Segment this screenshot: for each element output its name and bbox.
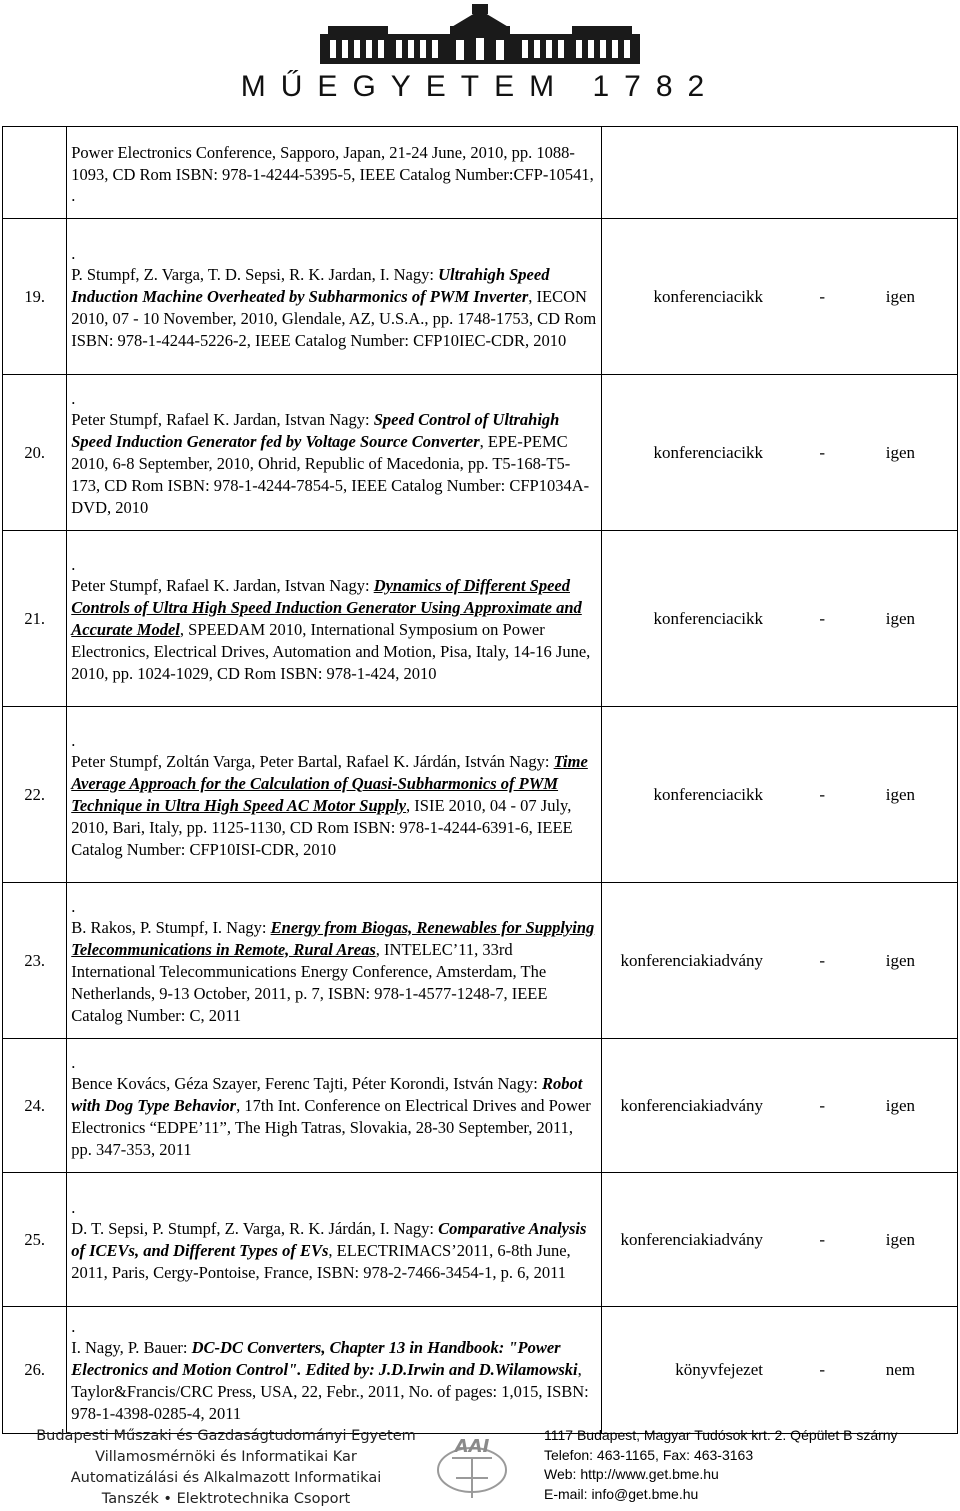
entry-type-cell — [602, 883, 958, 1039]
footer-institution — [26, 1426, 426, 1510]
citation-part: Peter Stumpf, Rafael K. Jardan, Istvan Nagy: — [71, 409, 374, 429]
separator-dot: . — [71, 1317, 76, 1336]
entry-dash: - — [819, 286, 825, 306]
separator-dot: . — [71, 185, 76, 205]
citation-text — [71, 917, 597, 1027]
publication-title: Speed Control of Ultrahigh Speed Induction Generator fed by Voltage Source Converter — [71, 409, 560, 451]
entry-flag: nem — [885, 1360, 915, 1379]
entry-number — [3, 127, 67, 219]
entry-type: konferenciacikk — [653, 442, 763, 462]
entry-dash: - — [819, 442, 825, 462]
building-logo-icon — [300, 4, 660, 68]
citation-text — [71, 1337, 597, 1425]
separator-dot: . — [71, 554, 76, 574]
citation-part: , SPEEDAM 2010, International Symposium on Power Electronics, Electrical Drives, Automation and Motion, Pisa, Italy, 14-16 June, 2010, pp. 1024-1029, CD Rom ISBN: 978-1-424, 2010 — [71, 619, 591, 683]
citation-part: , Taylor&Francis/CRC Press, USA, 22, Febr., 2011, No. of pages: 1,015, ISBN: 978-1-4398-0285-4, 2011 — [71, 1360, 589, 1423]
citation-part: Peter Stumpf, Zoltán Varga, Peter Bartal, Rafael K. Járdán, István Nagy: — [71, 751, 554, 771]
logo-wordmark: MŰEGYETEM 1782 — [240, 70, 720, 103]
citation-part: B. Rakos, P. Stumpf, I. Nagy: — [71, 917, 271, 937]
publications-table — [2, 126, 958, 1434]
entry-number: 21. — [3, 531, 67, 707]
entry-type: konferenciakiadvány — [620, 1095, 763, 1115]
footer-group: Tanszék • Elektrotechnika Csoport — [101, 1491, 351, 1507]
publication-title: DC-DC Converters, Chapter 13 in Handbook: "Power Electronics and Motion Control". Edited by: J.D.Irwin and D.Wilamowski — [71, 1338, 578, 1379]
entry-flag: igen — [885, 784, 915, 804]
entry-flag: igen — [885, 950, 915, 970]
entry-citation — [67, 127, 602, 219]
entry-citation — [67, 531, 602, 707]
separator-dot: . — [71, 730, 76, 750]
footer-address: 1117 Budapest, Magyar Tudósok krt. 2. Qépület B szárny — [544, 1427, 898, 1443]
entry-type-cell — [602, 375, 958, 531]
entry-type-cell — [602, 127, 958, 219]
entry-number: 20. — [3, 375, 67, 531]
separator-dot: . — [71, 1052, 76, 1072]
entry-flag: igen — [885, 286, 915, 306]
entry-dash: - — [819, 1095, 825, 1115]
entry-dash: - — [819, 784, 825, 804]
separator-dot: . — [71, 243, 76, 263]
publication-title: Time Average Approach for the Calculation of Quasi-Subharmonics of PWM Technique in Ultra High Speed AC Motor Supply — [71, 751, 588, 815]
table-row — [3, 1173, 958, 1307]
entry-type: konferenciakiadvány — [620, 1229, 763, 1249]
entry-dash: - — [819, 608, 825, 628]
entry-citation — [67, 707, 602, 883]
footer-phone: Telefon: 463-1165, Fax: 463-3163 — [544, 1446, 754, 1463]
citation-part: Power Electronics Conference, Sapporo, Japan, 21-24 June, 2010, pp. 1088-1093, CD Rom ISBN: 978-1-4244-5395-5, IEEE Catalog Number:CFP-10541, — [71, 142, 594, 184]
citation-part: , ELECTRIMACS’2011, 6-8th June, 2011, Paris, Cergy-Pontoise, France, ISBN: 978-2-7466-3454-1, p. 6, 2011 — [71, 1240, 571, 1282]
entry-flag: igen — [885, 442, 915, 462]
citation-text — [71, 409, 597, 519]
entry-type-cell — [602, 1173, 958, 1307]
entry-type-cell — [602, 219, 958, 375]
footer-contact — [544, 1426, 954, 1504]
citation-part: P. Stumpf, Z. Varga, T. D. Sepsi, R. K. Jardan, I. Nagy: — [71, 264, 439, 284]
table-row — [3, 883, 958, 1039]
footer-web[interactable]: Web: http://www.get.bme.hu — [544, 1466, 719, 1482]
citation-text — [71, 1073, 597, 1161]
table-row — [3, 1039, 958, 1173]
citation-part: , EPE-PEMC 2010, 6-8 September, 2010, Ohrid, Republic of Macedonia, pp. T5-168-T5-173, CD Rom ISBN: 978-1-4244-7854-5, IEEE Catalog Number: CFP1034A-DVD, 2010 — [71, 431, 590, 517]
entry-flag: igen — [885, 1229, 915, 1249]
entry-number: 25. — [3, 1173, 67, 1307]
entry-type: konferenciakiadvány — [620, 950, 763, 970]
entry-number: 23. — [3, 883, 67, 1039]
entry-type-cell — [602, 707, 958, 883]
footer-email[interactable]: E-mail: info@get.bme.hu — [544, 1485, 699, 1502]
citation-text — [71, 751, 597, 861]
table-row — [3, 127, 958, 219]
entry-flag: igen — [885, 1095, 915, 1115]
table-row — [3, 707, 958, 883]
separator-dot: . — [71, 896, 76, 916]
citation-part: I. Nagy, P. Bauer: — [71, 1338, 192, 1357]
citation-part: Bence Kovács, Géza Szayer, Ferenc Tajti, Péter Korondi, István Nagy: — [71, 1073, 542, 1093]
entry-type: konferenciacikk — [653, 608, 763, 628]
citation-part: , 17th Int. Conference on Electrical Drives and Power Electronics “EDPE’11”, The High Tatras, Slovakia, 28-30 September, 2011, pp. 347-353, 2011 — [71, 1095, 591, 1159]
citation-part: , IECON 2010, 07 - 10 November, 2010, Glendale, AZ, U.S.A., pp. 1748-1753, CD Rom ISBN: 978-1-4244-5226-2, IEEE Catalog Number: CFP10IEC-CDR, 2010 — [71, 286, 597, 350]
citation-text — [71, 264, 597, 352]
entry-type-cell — [602, 1307, 958, 1434]
table-row — [3, 375, 958, 531]
entry-dash: - — [819, 1360, 825, 1379]
publication-title: Energy from Biogas, Renewables for Supplying Telecommunications in Remote, Rural Areas — [71, 917, 595, 959]
entry-type: konferenciacikk — [653, 286, 763, 306]
publication-title: Dynamics of Different Speed Controls of Ultra High Speed Induction Generator Using Approximate and Accurate Model — [71, 575, 582, 639]
entry-number: 24. — [3, 1039, 67, 1173]
citation-text — [71, 1218, 597, 1284]
entry-dash: - — [819, 1229, 825, 1249]
entry-citation — [67, 1307, 602, 1434]
citation-part: Peter Stumpf, Rafael K. Jardan, Istvan Nagy: — [71, 575, 374, 595]
publication-title: Ultrahigh Speed Induction Machine Overheated by Subharmonics of PWM Inverter — [71, 264, 550, 306]
publication-title: Comparative Analysis of ICEVs, and Different Types of EVs — [71, 1218, 587, 1260]
citation-text — [71, 575, 597, 685]
entry-type-cell — [602, 1039, 958, 1173]
entry-number: 26. — [3, 1307, 67, 1434]
university-logo — [0, 0, 960, 112]
footer-department: Automatizálási és Alkalmazott Informatikai — [70, 1470, 382, 1486]
table-row — [3, 1307, 958, 1434]
footer — [0, 1422, 960, 1511]
publication-title: Robot with Dog Type Behavior — [71, 1073, 583, 1115]
entry-type: könyvfejezet — [675, 1360, 763, 1379]
citation-part: D. T. Sepsi, P. Stumpf, Z. Varga, R. K. Járdán, I. Nagy: — [71, 1218, 439, 1238]
entry-citation — [67, 375, 602, 531]
department-logo-icon — [432, 1428, 512, 1504]
table-row — [3, 531, 958, 707]
entry-dash: - — [819, 950, 825, 970]
separator-dot: . — [71, 388, 76, 408]
entry-citation — [67, 1173, 602, 1307]
footer-faculty: Villamosmérnöki és Informatikai Kar — [95, 1449, 357, 1465]
entry-type-cell — [602, 531, 958, 707]
entry-citation — [67, 883, 602, 1039]
separator-dot: . — [71, 1197, 76, 1217]
citation-text — [71, 142, 597, 186]
entry-type: konferenciacikk — [653, 784, 763, 804]
entry-citation — [67, 219, 602, 375]
citation-part: , ISIE 2010, 04 - 07 July, 2010, Bari, Italy, pp. 1125-1130, CD Rom ISBN: 978-1-4244-6391-6, IEEE Catalog Number: CFP10ISI-CDR, 2010 — [71, 795, 573, 859]
entry-number: 22. — [3, 707, 67, 883]
table-row — [3, 219, 958, 375]
citation-part: , INTELEC’11, 33rd International Telecommunications Energy Conference, Amsterdam, The Netherlands, 9-13 October, 2011, p. 7, ISBN: 978-1-4577-1248-7, IEEE Catalog Number: C, 2011 — [71, 939, 548, 1025]
footer-university: Budapesti Műszaki és Gazdaságtudományi Egyetem — [36, 1428, 416, 1444]
entry-flag: igen — [885, 608, 915, 628]
department-logo-text: AAI — [454, 1436, 490, 1457]
entry-citation — [67, 1039, 602, 1173]
entry-number: 19. — [3, 219, 67, 375]
